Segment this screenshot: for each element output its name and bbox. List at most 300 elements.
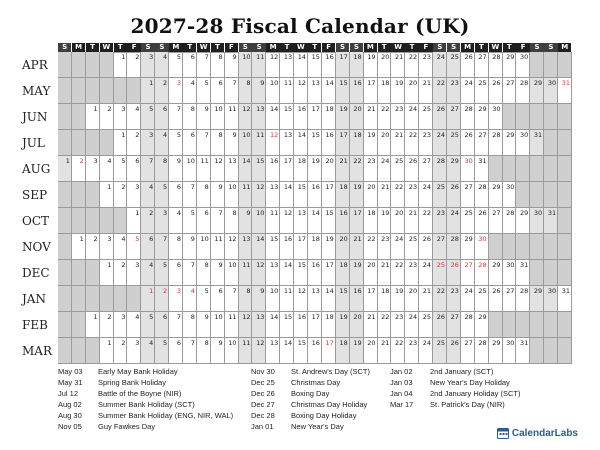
day-cell: 1 [100,260,114,286]
day-cell: 14 [280,182,294,208]
month-label-aug: AUG [22,162,51,176]
day-cell: 4 [127,104,141,130]
weekday-header: T [503,43,516,52]
day-cell: 16 [336,208,350,234]
holiday-date: Nov 30 [251,367,275,376]
holiday-date: Jan 02 [390,367,413,376]
empty-day-cell [544,338,558,364]
day-cell: 6 [169,260,183,286]
empty-day-cell [530,260,544,286]
weekday-header: F [322,43,335,52]
day-cell: 11 [280,78,294,104]
day-cell: 5 [114,156,128,182]
day-cell: 11 [280,286,294,312]
day-cell: 8 [211,52,225,78]
month-label-sep: SEP [22,188,48,202]
holiday-name: Guy Fawkes Day [98,422,156,431]
day-cell: 19 [336,312,350,338]
empty-day-cell [544,234,558,260]
empty-day-cell [72,286,86,312]
day-cell: 2 [86,234,100,260]
day-cell: 3 [114,312,128,338]
day-cell: 9 [252,286,266,312]
day-cell: 23 [447,286,461,312]
day-cell: 14 [294,52,308,78]
day-cell: 13 [252,312,266,338]
weekday-header: S [239,43,252,52]
empty-day-cell [530,338,544,364]
day-cell: 10 [183,156,197,182]
day-cell: 6 [183,130,197,156]
weekday-header: S [530,43,543,52]
day-cell: 15 [294,182,308,208]
day-cell: 8 [239,286,253,312]
day-cell: 7 [183,338,197,364]
day-cell: 27 [503,78,517,104]
day-cell: 22 [405,130,419,156]
day-cell: 29 [489,338,503,364]
day-cell: 5 [141,104,155,130]
day-cell: 26 [461,52,475,78]
day-cell: 28 [489,52,503,78]
day-cell: 18 [294,156,308,182]
day-cell: 28 [503,208,517,234]
day-cell: 17 [336,130,350,156]
day-cell: 24 [391,234,405,260]
empty-day-cell [530,156,544,182]
day-cell: 16 [308,260,322,286]
month-label-jan: JAN [22,292,46,306]
day-cell: 18 [322,104,336,130]
month-label-feb: FEB [22,318,48,332]
day-cell: 31 [516,338,530,364]
empty-day-cell [72,182,86,208]
empty-day-cell [100,52,114,78]
day-cell: 18 [308,234,322,260]
holiday-item [58,377,166,388]
day-cell: 17 [280,156,294,182]
day-cell: 30 [516,52,530,78]
empty-day-cell [558,130,572,156]
day-cell: 24 [433,130,447,156]
weekday-header: W [489,43,502,52]
day-cell: 9 [211,260,225,286]
day-cell: 26 [489,78,503,104]
empty-day-cell [58,78,72,104]
day-cell: 7 [211,208,225,234]
weekday-header: T [405,43,418,52]
day-cell: 18 [378,286,392,312]
day-cell: 3 [127,338,141,364]
day-cell: 10 [225,260,239,286]
day-cell: 8 [155,156,169,182]
empty-day-cell [503,234,517,260]
day-cell: 2 [127,130,141,156]
weekday-header: T [475,43,488,52]
holiday-item [58,399,195,410]
day-cell: 16 [350,78,364,104]
day-cell: 28 [516,286,530,312]
day-cell: 30 [530,208,544,234]
day-cell: 4 [169,208,183,234]
day-cell: 12 [239,312,253,338]
day-cell: 4 [141,260,155,286]
holiday-item [251,421,344,432]
day-cell: 8 [169,234,183,260]
day-cell: 25 [419,312,433,338]
day-cell: 18 [322,312,336,338]
holiday-date: Dec 28 [251,411,275,420]
day-cell: 1 [86,312,100,338]
day-cell: 17 [308,104,322,130]
day-cell: 4 [100,156,114,182]
month-label-oct: OCT [22,214,50,228]
empty-day-cell [489,156,503,182]
holiday-item [390,377,510,388]
day-cell: 14 [322,286,336,312]
day-cell: 1 [86,104,100,130]
day-cell: 18 [364,208,378,234]
empty-day-cell [558,182,572,208]
empty-day-cell [544,260,558,286]
holiday-date: Dec 27 [251,400,275,409]
holiday-item [251,366,370,377]
day-cell: 5 [155,260,169,286]
empty-day-cell [544,312,558,338]
day-cell: 15 [252,156,266,182]
holiday-date: Jan 03 [390,378,413,387]
day-cell: 15 [336,286,350,312]
day-cell: 8 [239,78,253,104]
weekday-header: S [433,43,446,52]
month-label-dec: DEC [22,266,50,280]
empty-day-cell [489,234,503,260]
day-cell: 15 [280,312,294,338]
day-cell: 10 [266,78,280,104]
day-cell: 20 [364,182,378,208]
holiday-name: Spring Bank Holiday [98,378,166,387]
day-cell: 12 [239,104,253,130]
day-cell: 30 [503,182,517,208]
day-cell: 15 [336,78,350,104]
empty-day-cell [72,52,86,78]
day-cell: 19 [308,156,322,182]
weekday-header: F [516,43,529,52]
weekday-header: S [350,43,363,52]
day-cell: 14 [239,156,253,182]
day-cell: 2 [155,286,169,312]
day-cell: 17 [364,78,378,104]
day-cell: 2 [127,52,141,78]
day-cell: 7 [197,52,211,78]
day-cell: 15 [294,260,308,286]
empty-day-cell [86,52,100,78]
day-cell: 25 [461,208,475,234]
day-cell: 14 [322,78,336,104]
holiday-date: Aug 02 [58,400,82,409]
holiday-item [58,421,155,432]
day-cell: 15 [266,234,280,260]
empty-day-cell [114,208,128,234]
day-cell: 6 [155,104,169,130]
day-cell: 1 [72,234,86,260]
empty-day-cell [516,234,530,260]
day-cell: 28 [475,182,489,208]
holiday-name: St. Patrick's Day (NIR) [430,400,505,409]
day-cell: 3 [169,78,183,104]
empty-day-cell [516,156,530,182]
empty-day-cell [516,182,530,208]
day-cell: 22 [391,338,405,364]
empty-day-cell [503,312,517,338]
day-cell: 11 [225,312,239,338]
day-cell: 20 [405,286,419,312]
day-cell: 14 [266,312,280,338]
day-cell: 14 [294,130,308,156]
day-cell: 30 [475,234,489,260]
holiday-name: New Year's Day [291,422,344,431]
day-cell: 25 [433,338,447,364]
day-cell: 10 [239,52,253,78]
day-cell: 11 [197,156,211,182]
weekday-header: T [114,43,127,52]
holiday-item [251,410,356,421]
day-cell: 29 [530,78,544,104]
day-cell: 21 [378,260,392,286]
day-cell: 25 [433,260,447,286]
day-cell: 6 [141,234,155,260]
day-cell: 13 [239,234,253,260]
day-cell: 27 [475,130,489,156]
day-cell: 25 [433,182,447,208]
day-cell: 29 [475,104,489,130]
day-cell: 19 [336,104,350,130]
day-cell: 21 [378,182,392,208]
empty-day-cell [489,312,503,338]
day-cell: 2 [155,78,169,104]
day-cell: 17 [308,312,322,338]
day-cell: 4 [155,130,169,156]
weekday-header: S [155,43,168,52]
day-cell: 26 [489,286,503,312]
day-cell: 13 [266,260,280,286]
day-cell: 6 [183,52,197,78]
weekday-header: W [100,43,113,52]
day-cell: 3 [141,130,155,156]
day-cell: 6 [211,286,225,312]
day-cell: 28 [461,104,475,130]
day-cell: 13 [252,104,266,130]
day-cell: 24 [433,52,447,78]
empty-day-cell [86,208,100,234]
empty-day-cell [86,338,100,364]
empty-day-cell [558,260,572,286]
day-cell: 2 [72,156,86,182]
day-cell: 30 [516,130,530,156]
day-cell: 14 [280,338,294,364]
day-cell: 22 [378,104,392,130]
day-cell: 26 [461,130,475,156]
day-cell: 19 [364,52,378,78]
empty-day-cell [72,130,86,156]
holiday-name: Summer Bank Holiday (ENG, NIR, WAL) [98,411,234,420]
holiday-item [58,388,181,399]
day-cell: 29 [530,286,544,312]
day-cell: 22 [405,52,419,78]
holiday-item [390,399,505,410]
empty-day-cell [516,104,530,130]
day-cell: 16 [266,156,280,182]
day-cell: 26 [447,338,461,364]
day-cell: 26 [419,234,433,260]
day-cell: 9 [225,52,239,78]
day-cell: 12 [225,234,239,260]
day-cell: 21 [336,156,350,182]
holiday-name: Early May Bank Holiday [98,367,178,376]
day-cell: 22 [378,312,392,338]
day-cell: 27 [461,338,475,364]
holiday-name: Christmas Day Holiday [291,400,368,409]
day-cell: 7 [169,104,183,130]
day-cell: 11 [266,208,280,234]
day-cell: 5 [197,78,211,104]
weekday-header: S [336,43,349,52]
day-cell: 16 [308,338,322,364]
empty-day-cell [58,234,72,260]
empty-day-cell [58,338,72,364]
day-cell: 3 [127,182,141,208]
day-cell: 11 [252,130,266,156]
day-cell: 26 [405,156,419,182]
empty-day-cell [100,286,114,312]
day-cell: 6 [155,312,169,338]
day-cell: 22 [364,234,378,260]
holiday-item [390,388,520,399]
weekday-header: M [461,43,474,52]
day-cell: 22 [391,260,405,286]
day-cell: 21 [364,104,378,130]
day-cell: 8 [183,104,197,130]
day-cell: 13 [280,130,294,156]
day-cell: 8 [197,260,211,286]
day-cell: 28 [447,234,461,260]
day-cell: 5 [155,182,169,208]
day-cell: 23 [405,338,419,364]
day-cell: 1 [100,338,114,364]
day-cell: 20 [336,234,350,260]
day-cell: 29 [489,260,503,286]
day-cell: 20 [378,130,392,156]
day-cell: 26 [433,312,447,338]
holiday-name: Christmas Day [291,378,341,387]
weekday-header: T [308,43,321,52]
day-cell: 12 [266,52,280,78]
day-cell: 9 [211,182,225,208]
empty-day-cell [114,78,128,104]
day-cell: 27 [475,52,489,78]
day-cell: 12 [211,156,225,182]
day-cell: 5 [155,338,169,364]
day-cell: 30 [503,338,517,364]
page-title: 2027-28 Fiscal Calendar (UK) [130,14,470,38]
holiday-item [251,377,340,388]
day-cell: 30 [503,260,517,286]
day-cell: 14 [266,104,280,130]
day-cell: 3 [100,234,114,260]
day-cell: 26 [475,208,489,234]
day-cell: 10 [225,182,239,208]
day-cell: 16 [294,104,308,130]
holiday-date: Dec 26 [251,389,275,398]
empty-day-cell [100,78,114,104]
day-cell: 6 [169,182,183,208]
weekday-header: T [86,43,99,52]
day-cell: 21 [378,338,392,364]
day-cell: 13 [308,286,322,312]
day-cell: 24 [378,156,392,182]
day-cell: 6 [169,338,183,364]
day-cell: 15 [280,104,294,130]
weekday-header: W [294,43,307,52]
day-cell: 14 [308,208,322,234]
month-label-mar: MAR [22,344,52,358]
empty-day-cell [558,156,572,182]
day-cell: 21 [405,208,419,234]
month-label-apr: APR [22,58,48,72]
empty-day-cell [558,104,572,130]
empty-day-cell [558,234,572,260]
day-cell: 6 [211,78,225,104]
day-cell: 7 [169,312,183,338]
day-cell: 30 [461,156,475,182]
day-cell: 8 [225,208,239,234]
empty-day-cell [72,208,86,234]
calendarlabs-logo[interactable] [497,427,578,439]
month-label-jun: JUN [22,110,48,124]
day-cell: 24 [461,286,475,312]
day-cell: 29 [447,156,461,182]
empty-day-cell [544,156,558,182]
day-cell: 1 [141,78,155,104]
day-cell: 24 [419,338,433,364]
empty-day-cell [558,312,572,338]
empty-day-cell [58,312,72,338]
empty-day-cell [530,104,544,130]
day-cell: 13 [266,182,280,208]
day-cell: 31 [530,130,544,156]
day-cell: 11 [211,234,225,260]
day-cell: 5 [183,208,197,234]
weekday-header: M [72,43,85,52]
day-cell: 15 [308,52,322,78]
day-cell: 19 [322,234,336,260]
holiday-name: Boxing Day [291,389,330,398]
holiday-date: Mar 17 [390,400,414,409]
day-cell: 16 [322,130,336,156]
day-cell: 25 [447,130,461,156]
day-cell: 8 [197,182,211,208]
day-cell: 28 [461,312,475,338]
holiday-name: St. Andrew's Day (SCT) [291,367,370,376]
day-cell: 18 [350,130,364,156]
day-cell: 23 [433,208,447,234]
holiday-date: Nov 05 [58,422,82,431]
day-cell: 28 [475,260,489,286]
day-cell: 12 [252,338,266,364]
day-cell: 4 [183,286,197,312]
day-cell: 26 [447,260,461,286]
empty-day-cell [72,78,86,104]
